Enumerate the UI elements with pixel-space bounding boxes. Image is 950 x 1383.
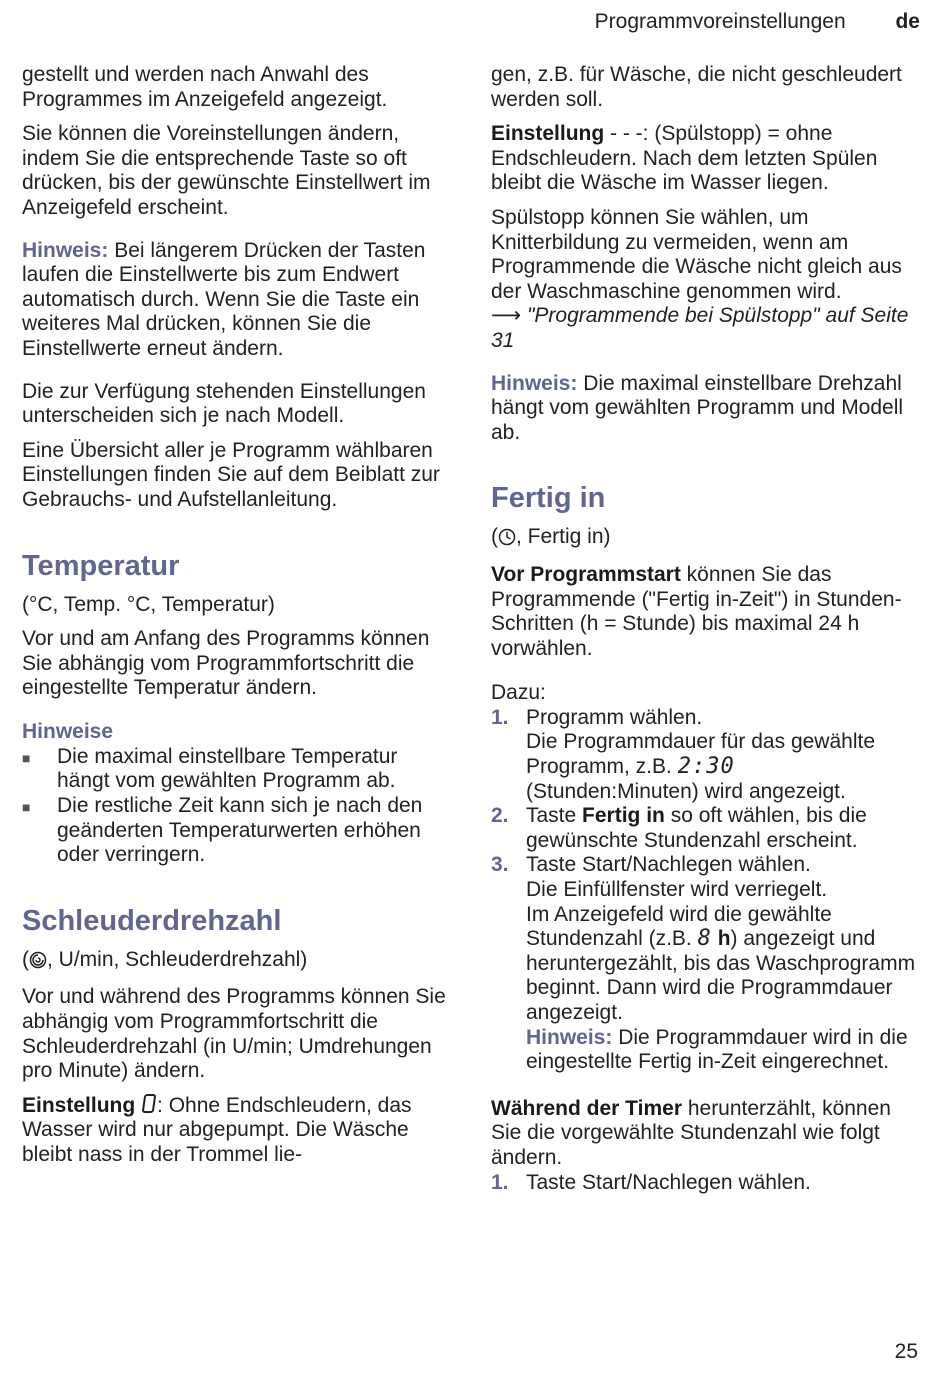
section-subtitle: ( , Fertig in) [491,525,923,553]
paragraph: Sie können die Voreinstellungen ändern, indem Sie die entsprechende Taste so oft drücken, bis der gewünschte Einstellwert im Anzeigefeld erscheint. [22,122,431,219]
section-heading-spin-speed: Schleuderdrehzahl [22,904,282,937]
list-item: ■ Die maximal einstellbare Temperatur hängt vom gewählten Programm ab. [22,744,398,793]
page-reference-link[interactable]: ⟶ "Programmende bei Spülstopp" auf Seite 31 [491,304,909,352]
paragraph: Spülstopp können Sie wählen, um Knitterbildung zu vermeiden, wenn am Programmende die Wäsche nicht gleich aus der Waschmaschine genommen wird. [491,205,902,303]
step-number: 1. [491,705,509,729]
page-header [595,9,920,35]
lcd-hours-display: 8 [697,926,712,952]
spin-icon [29,951,47,976]
hint-text: Die maximal einstellbare Drehzahl hängt vom gewählten Programm und Modell ab. [491,371,904,444]
step-number: 1. [491,1170,509,1194]
paragraph: Die zur Verfügung stehenden Einstellungen unterscheiden sich je nach Modell. [22,379,426,428]
paragraph: Vor und während des Programms können Sie abhängig vom Programmfortschritt die Schleuderdrehzahl (in U/min; Umdrehungen pro Minute) ändern. [22,985,446,1083]
list-item: 1. Taste Start/Nachlegen wählen. [491,1170,811,1194]
hint-paragraph [22,239,452,362]
section-subtitle: (°C, Temp. °C, Temperatur) [22,592,275,616]
clock-icon [498,528,516,553]
left-column [22,63,452,1178]
setting-label: Einstellung [22,1093,136,1117]
paragraph: Eine Übersicht aller je Programm wählbaren Einstellungen finden Sie auf dem Beiblatt zur Gebrauchs- und Aufstellanleitung. [22,438,440,511]
section-heading-finish-in: Fertig in [491,482,606,515]
paragraph: Dazu: [491,681,546,705]
hints-heading: Hinweise [22,719,114,743]
setting-paragraph [22,1094,452,1168]
paragraph: Vor Programmstart können Sie das Programmende ("Fertig in-Zeit") in Stunden-Schritten (h = Stunde) bis maximal 24 h vorwählen. [491,562,902,660]
square-bullet-icon: ■ [22,799,31,816]
timer-steps-list [491,1171,923,1196]
square-bullet-icon: ■ [22,749,31,766]
steps-list [491,706,923,1075]
paragraph: Vor und am Anfang des Programms können Sie abhängig vom Programmfortschritt die eingestellte Temperatur ändern. [22,627,430,700]
list-item: 1. Programm wählen. Die Programmdauer für das gewählte Programm, z.B. 2:30 (Stunden:Minuten) wird angezeigt. [491,705,876,803]
hint-paragraph [491,372,923,446]
list-item: ■ Die restliche Zeit kann sich je nach den geänderten Temperaturwerten erhöhen oder verringern. [22,794,423,867]
header-section-title: Programmvoreinstellungen [594,10,846,33]
step-number: 3. [491,853,509,877]
right-column [491,63,923,1205]
setting-text: : (Spülstopp) = ohne Endschleudern. Nach dem letzten Spülen bleibt die Wäsche im Wasser liegen. [491,122,878,195]
header-language-code: de [895,10,920,33]
lcd-time-display: 2:30 [677,754,735,780]
setting-code: - - - [604,122,643,146]
section-subtitle: ( , U/min, Schleuderdrehzahl) [22,948,452,976]
paragraph: Während der Timer herunterzählt, können Sie die vorgewählte Stundenzahl wie folgt ändern. [491,1096,891,1169]
hint-text: Bei längerem Drücken der Tasten laufen die Einstellwerte bis zum Endwert automatisch durch. Wenn Sie die Taste ein weiteres Mal drücken, können Sie die Einstellwerte erneut ändern. [22,238,426,360]
hint-label: Hinweis: [22,238,109,262]
setting-text: : Ohne Endschleudern, das Wasser wird nur abgepumpt. Die Wäsche bleibt nass in der Trommel lie- [22,1093,412,1166]
list-item: 2. Taste Fertig in so oft wählen, bis die gewünschte Stundenzahl erscheint. [491,804,867,852]
paragraph: gen, z.B. für Wäsche, die nicht geschleudert werden soll. [491,63,902,111]
hints-list [22,745,452,868]
setting-paragraph [491,122,923,196]
page-number: 25 [894,1340,918,1363]
hint-label: Hinweis: [526,1025,613,1049]
paragraph: gestellt und werden nach Anwahl des Programmes im Anzeigefeld angezeigt. [22,63,388,111]
list-item: 3. Taste Start/Nachlegen wählen. Die Einfüllfenster wird verriegelt. Im Anzeigefeld wird die gewählte Stundenzahl (z.B. 8 h) angezeigt und heruntergezählt, bis das Waschprogramm beginnt. Dann wird die Programmdauer angezeigt. Hinweis: Die Programmdauer wird in die eingestellte Fertig in-Zeit eingerechnet. [491,853,916,1074]
lcd-zero-icon [142,1094,157,1113]
step-number: 2. [491,804,509,828]
setting-label: Einstellung [491,122,605,146]
arrow-right-icon: ⟶ [491,304,522,328]
hint-label: Hinweis: [491,371,578,395]
section-heading-temperature: Temperatur [22,549,180,582]
